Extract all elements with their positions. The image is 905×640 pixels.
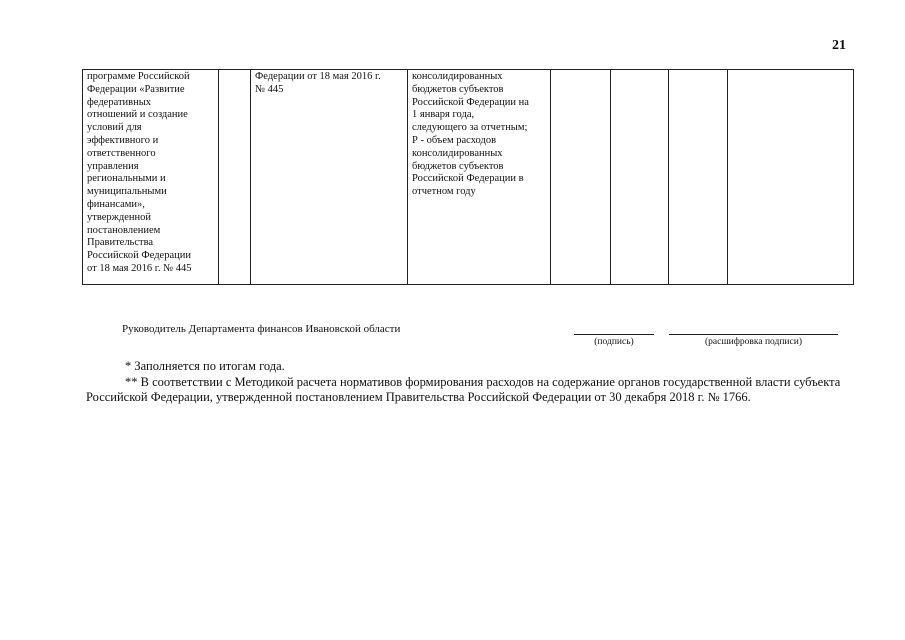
table-cell-regulation: Федерации от 18 мая 2016 г. № 445 xyxy=(251,70,408,285)
signatory-title: Руководитель Департамента финансов Ивановской области xyxy=(122,323,401,335)
continuation-table xyxy=(82,69,854,285)
table-cell-empty xyxy=(551,70,611,285)
footnote-1: * Заполняется по итогам года. xyxy=(125,359,285,373)
footnote-2-line-2: Российской Федерации, утвержденной постановлением Правительства Российской Федерации от 30 декабря 2018 г. № 1766. xyxy=(86,390,751,404)
table-cell-empty xyxy=(219,70,251,285)
table-cell-formula-description: консолидированных бюджетов субъектов Российской Федерации на 1 января года, следующего за отчетным; Р - объем расходов консолидированных бюджетов субъектов Российской Федерации в отчетном году xyxy=(408,70,551,285)
table-row xyxy=(83,70,854,285)
table-cell-empty xyxy=(728,70,854,285)
page-number: 21 xyxy=(832,38,846,53)
table-cell-empty xyxy=(611,70,669,285)
decoding-line xyxy=(669,334,838,335)
footnote-2-line-1: ** В соответствии с Методикой расчета нормативов формирования расходов на содержание органов государственной власти субъекта xyxy=(125,375,841,389)
decoding-label: (расшифровка подписи) xyxy=(705,337,802,347)
table-cell-empty xyxy=(669,70,728,285)
table-cell-program: программе Российской Федерации «Развитие федеративных отношений и создание условий для эффективного и ответственного управления региональными и муниципальными финансами», утвержденной постановлением Правительства Российской Федерации от 18 мая 2016 г. № 445 xyxy=(83,70,219,285)
signature-label: (подпись) xyxy=(594,337,634,347)
signature-line xyxy=(574,334,654,335)
